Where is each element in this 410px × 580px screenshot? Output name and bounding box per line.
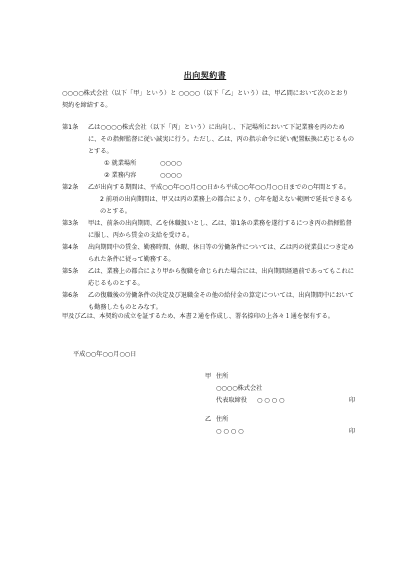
article-text: 乙は、業務上の都合により甲から復職を命じられた場合には、出向期間経過前であってもこれに応じるものとする。 xyxy=(88,268,354,287)
representative-name: ○ ○ ○ ○ xyxy=(256,397,285,404)
seal-mark: 印 xyxy=(348,397,355,404)
article-number: 第4条 xyxy=(62,244,79,251)
party-b-name: ○ ○ ○ ○ xyxy=(216,428,244,435)
item-label: ① 就業場所 xyxy=(104,160,137,167)
intro-paragraph: ○○○○株式会社（以下「甲」という）と ○○○○（以下「乙」という）は、甲乙間において次のとおり契約を締結する。 xyxy=(62,90,349,109)
article-1-item-duties xyxy=(88,170,357,182)
article-2-paragraph-2: 2 前項の出向期間は、甲又は丙の業務上の都合により、○年を超えない範囲で延長できるものとする。 xyxy=(100,196,353,215)
address-label: 住所 xyxy=(216,416,229,423)
article-1-item-location xyxy=(88,158,357,170)
item-value: ○○○○ xyxy=(160,160,182,167)
article-5 xyxy=(62,266,357,290)
articles xyxy=(62,122,357,314)
representative-title: 代表取締役 xyxy=(216,397,247,404)
article-number: 第1条 xyxy=(62,124,79,131)
article-text: 乙が出向する期間は、平成○○年○○月○○日から平成○○年○○月○○日までの○年間とする。 xyxy=(88,184,350,191)
address-label: 住所 xyxy=(216,373,229,380)
document-title: 出向契約書 xyxy=(183,71,227,80)
item-value: ○○○○ xyxy=(160,172,182,179)
item-label: ② 業務内容 xyxy=(104,172,137,179)
article-number: 第5条 xyxy=(62,268,79,275)
contract-date: 平成○○年○○月○○日 xyxy=(73,351,137,358)
article-4 xyxy=(62,242,357,266)
article-number: 第6条 xyxy=(62,292,79,299)
seal-mark: 印 xyxy=(348,428,355,435)
article-2 xyxy=(62,182,357,218)
party-a-company: ○○○○株式会社 xyxy=(216,385,263,392)
article-text: 乙は○○○○株式会社（以下「丙」という）に出向し、下記場所において下記業務を丙のために、その指揮監督に従い誠実に行う。ただし、乙は、丙の指示命令に従い配置転換に応じるものとする。 xyxy=(88,124,355,155)
article-1 xyxy=(62,122,357,182)
article-text: 乙の復職後の労働条件の決定及び退職金その他の給付金の算定については、出向期間中においても勤務したものとみなす。 xyxy=(88,292,354,311)
article-text: 甲は、前条の出向期間、乙を休職扱いとし、乙は、第1条の業務を遂行するにつき丙の指揮監督に服し、丙から賃金の支給を受ける。 xyxy=(88,220,352,239)
article-text: 出向期間中の賃金、勤務時間、休暇、休日等の労働条件については、乙は丙の従業員につき定められた条件に従って勤務する。 xyxy=(88,244,354,263)
article-number: 第2条 xyxy=(62,184,79,191)
party-a-mark: 甲 xyxy=(205,373,212,380)
party-a-block xyxy=(205,371,355,407)
article-3 xyxy=(62,218,357,242)
article-number: 第3条 xyxy=(62,220,79,227)
closing-paragraph: 甲及び乙は、本契約の成立を証するため、本書２通を作成し、署名捺印の上各々１通を保有する。 xyxy=(62,313,334,320)
party-b-block xyxy=(205,414,355,438)
party-b-mark: 乙 xyxy=(205,416,212,423)
